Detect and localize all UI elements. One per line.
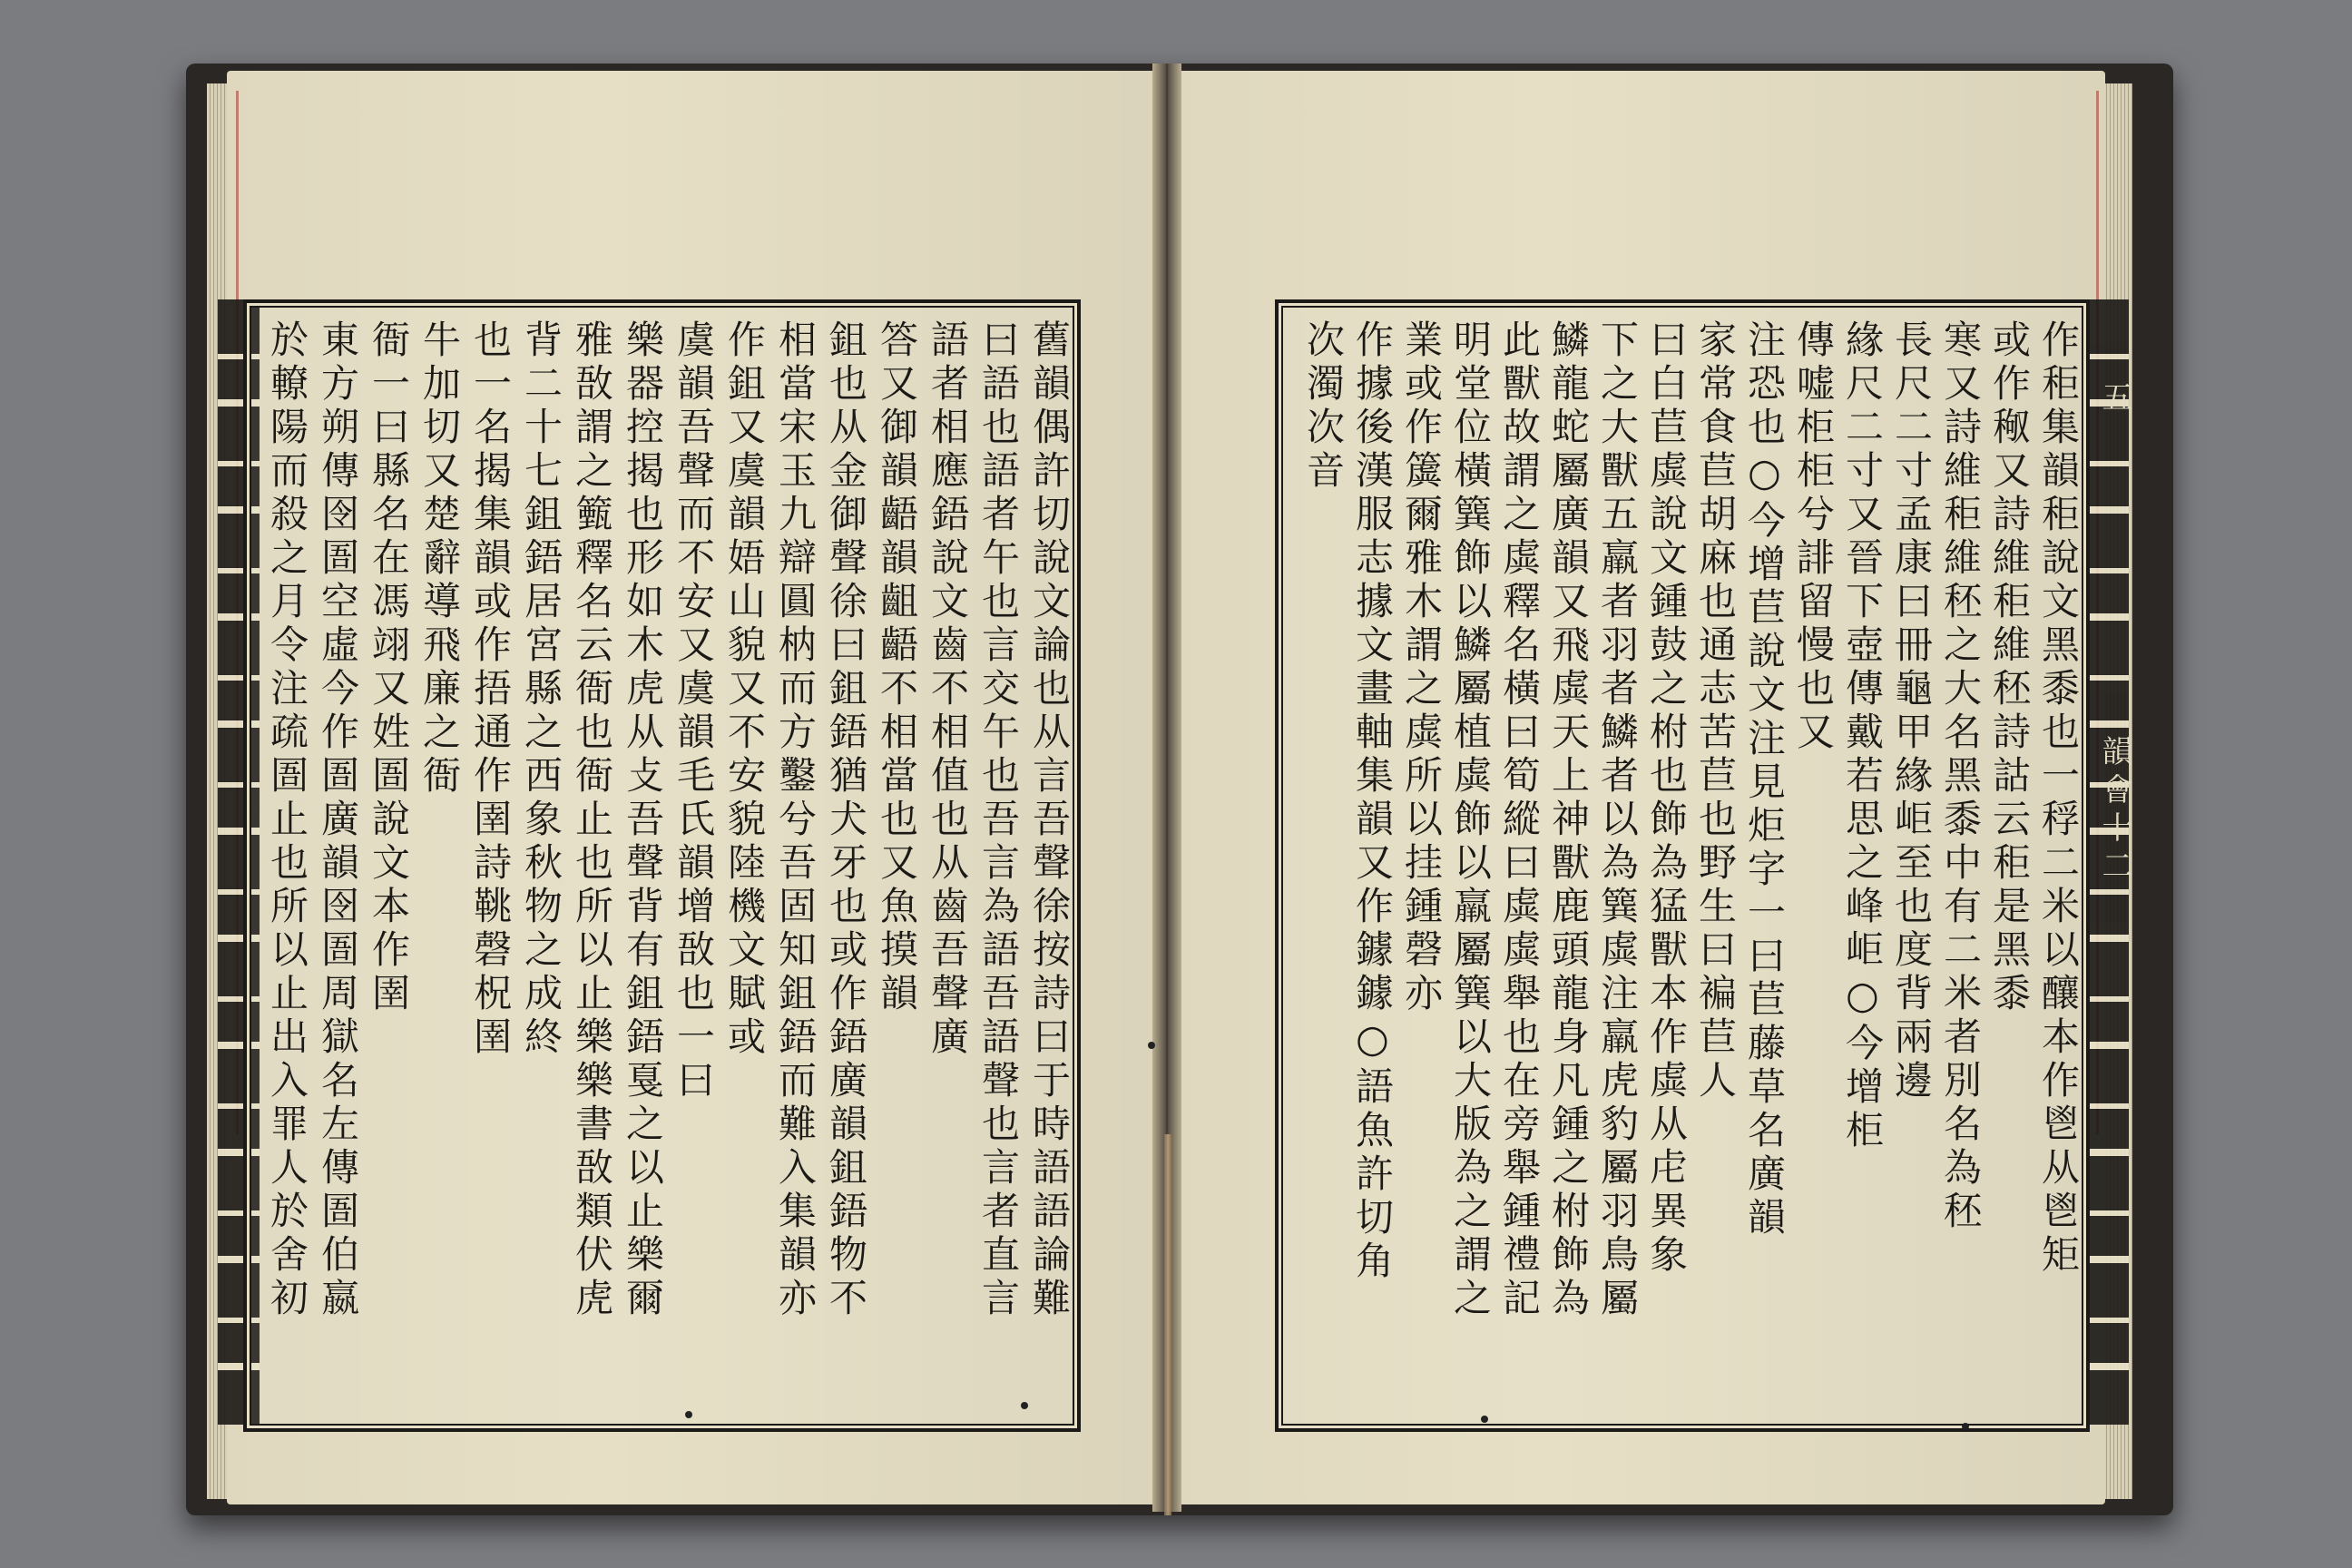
text-column: 傳嘘柜柜兮誹留慢也又 (1791, 319, 1836, 755)
binding-thread (1164, 1134, 1171, 1515)
text-column: 鉏也从金御聲徐曰鉏鋙猶犬牙也或作鋙廣韻鉏鋙物不 (824, 319, 868, 1321)
text-column: 背二十七鉏鋙居宮縣之西象秋物之成終 (519, 319, 564, 1060)
ink-dot (1962, 1423, 1969, 1430)
text-column: 衙一曰縣名在馮翊又姓圄說文本作圉 (367, 319, 411, 1016)
text-column: 下之大獸五羸者羽者鱗者以為簨虡注羸虎豹屬羽鳥屬 (1595, 319, 1640, 1321)
text-column: 曰語也語者午也言交午也吾言為語吾語聲也言者直言 (976, 319, 1021, 1321)
text-column: 相當宋玉九辯圓枘而方鑿兮吾固知鉏鋙而難入集韻亦 (773, 319, 818, 1321)
text-column: 業或作簴爾雅木謂之虡所以挂鍾磬亦 (1399, 319, 1444, 1016)
text-column: 於轑陽而殺之月令注疏圄止也所以止出入罪人於舍初 (265, 319, 309, 1321)
text-column: 此獸故謂之虡釋名橫曰筍縱曰虡虡舉也在旁舉鍾禮記 (1497, 319, 1542, 1321)
right-margin-strip (2087, 299, 2132, 1425)
text-column: 舊韻偶許切說文論也从言吾聲徐按詩曰于時語語論難 (1027, 319, 1072, 1321)
ink-dot (1021, 1402, 1028, 1409)
text-column: 次濁次音 (1301, 319, 1346, 494)
text-column: 家常食苣胡麻也通志苦苣也野生曰褊苣人 (1693, 319, 1738, 1103)
text-column: 注恐也○今增苣說文注見炬字一曰苣藤草名廣韻 (1742, 319, 1787, 1240)
volume-number: 五 (2096, 381, 2132, 419)
text-column: 也一名揭集韻或作捂通作圉詩鞉磬柷圉 (468, 319, 513, 1060)
text-column: 緣尺二寸又晉下壺傳戴若思之峰岠○今增柜 (1840, 319, 1885, 1153)
text-column: 雅敔謂之籈釋名云衙也衙止也所以止樂樂書敔類伏虎 (570, 319, 614, 1321)
text-column: 作秬集韻秬說文黑黍也一稃二米以釀本作鬯从鬯矩 (2036, 319, 2081, 1278)
text-column: 作據後漢服志據文畫軸集韻又作鐻鐻○語魚許切角 (1350, 319, 1395, 1284)
text-column: 牛加切又楚辭導飛廉之衙 (417, 319, 462, 799)
text-column: 樂器控揭也形如木虎从攴吾聲背有鉏鋙戛之以止樂爾 (621, 319, 665, 1321)
ink-dot (1481, 1416, 1488, 1423)
text-column: 曰白苣虡說文鍾鼓之柎也飾為猛獸本作虡从虍異象 (1644, 319, 1689, 1278)
text-column: 答又御韻齬韻齟齬不相當也又魚摸韻 (875, 319, 919, 1016)
text-column: 寒又詩維秬維秠之大名黑黍中有二米者別名為秠 (1938, 319, 1983, 1234)
text-column: 長尺二寸孟康曰冊龜甲緣岠至也度背兩邊 (1889, 319, 1934, 1103)
text-column: 語者相應鋙說文齒不相值也从齒吾聲廣 (926, 319, 970, 1060)
left-text-block (243, 299, 1081, 1432)
text-column: 鱗龍蛇屬廣韻又飛虡天上神獸鹿頭龍身凡鍾之柎飾為 (1546, 319, 1591, 1321)
text-column: 東方朔傳囹圄空虛今作圄廣韻囹圄周獄名左傳圄伯嬴 (316, 319, 360, 1321)
text-column: 虞韻吾聲而不安又虞韻毛氏韻增敔也一曰 (671, 319, 716, 1103)
text-column: 或作䅓又詩維秬維秠詩詁云秬是黑黍 (1987, 319, 2032, 1016)
ink-dot (1148, 1042, 1155, 1049)
text-column: 作鉏又虞韻娪山貌又不安貌陸機文賦或 (722, 319, 767, 1060)
right-text-block (1275, 299, 2090, 1432)
volume-title: 韻會十二 (2096, 735, 2132, 887)
ink-dot (685, 1411, 692, 1418)
text-column: 明堂位橫簨飾以鱗屬植虡飾以羸屬簨以大版為之謂之 (1448, 319, 1493, 1321)
